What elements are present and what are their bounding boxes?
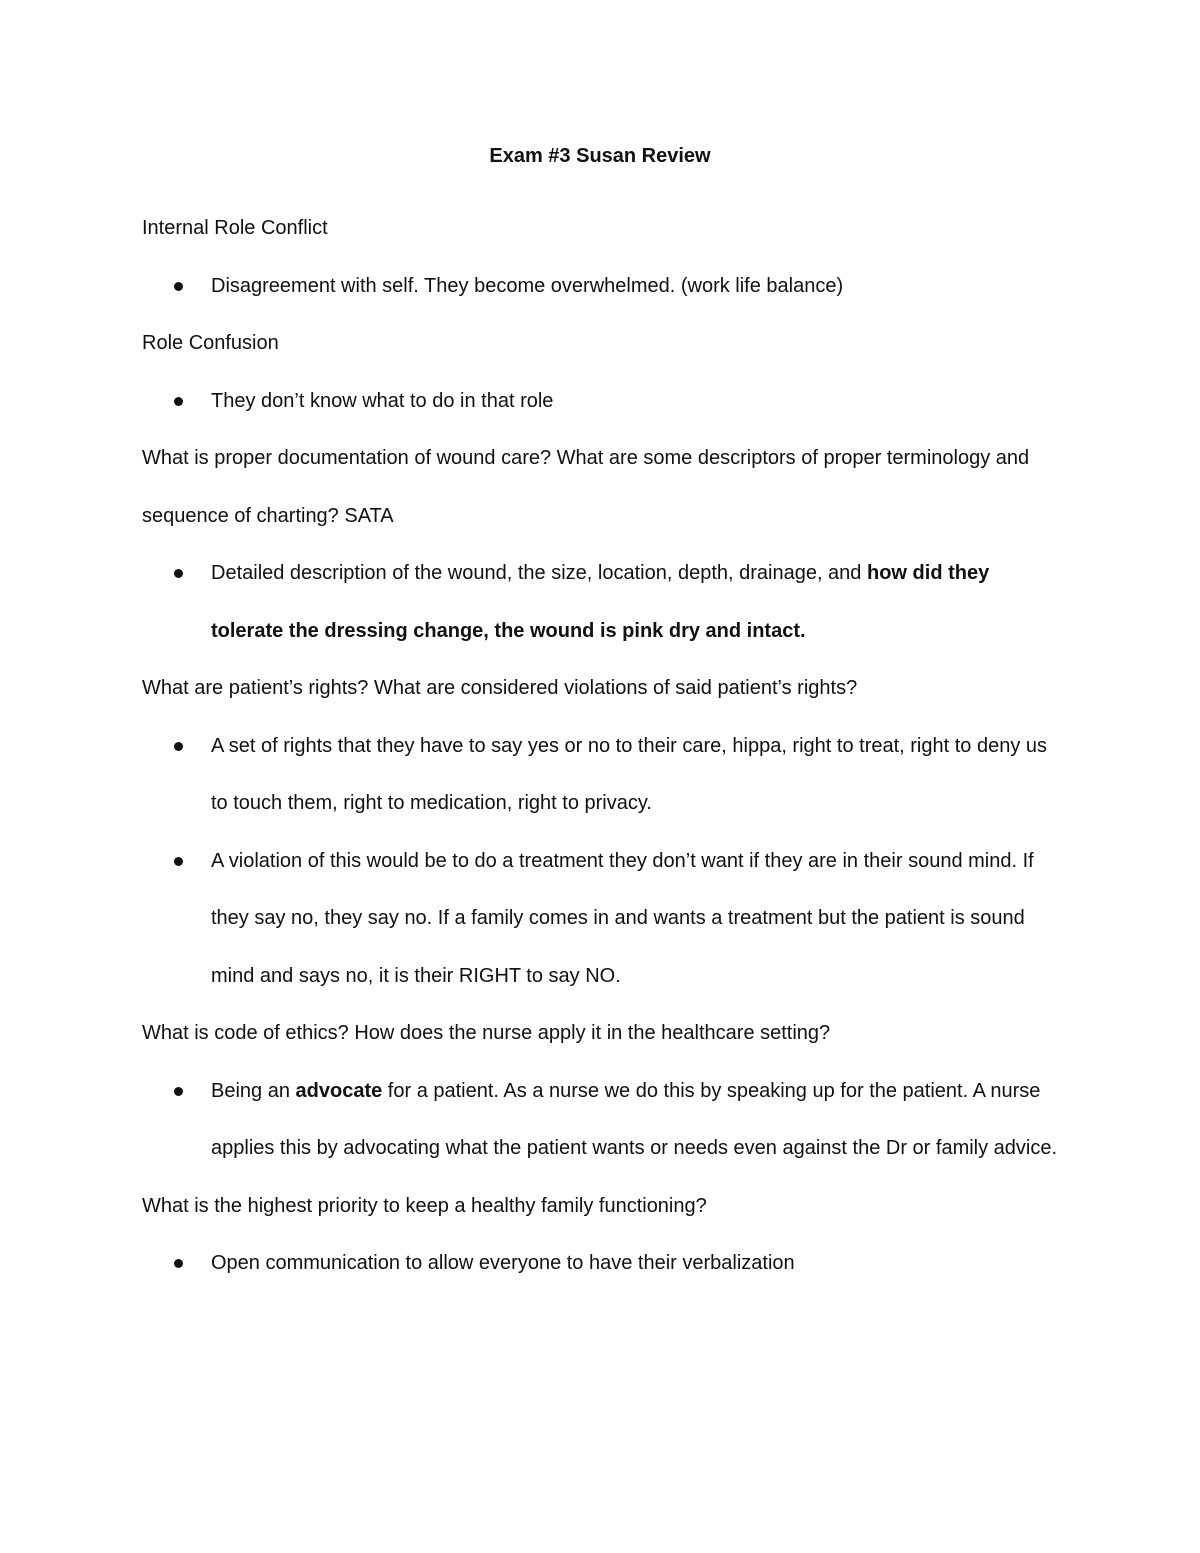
bullet-icon <box>174 282 183 291</box>
bullet-icon <box>174 742 183 751</box>
list-item <box>142 258 1062 316</box>
list-item-bold-text: advocate <box>295 1079 383 1102</box>
section-heading-role-confusion: Role Confusion <box>142 332 279 354</box>
list-item-text: Open communication to allow everyone to have their verbalization <box>211 1252 795 1274</box>
bullet-icon <box>174 857 183 866</box>
document-title: Exam #3 Susan Review <box>489 145 711 167</box>
section-heading-internal-role-conflict: Internal Role Conflict <box>142 217 328 239</box>
bullet-icon <box>174 569 183 578</box>
bullet-list-role-confusion <box>142 373 1062 431</box>
list-item <box>142 545 1062 660</box>
list-item-bold-text: how did they tolerate the dressing change, the wound is pink dry and intact. <box>211 562 990 642</box>
list-item <box>142 1063 1062 1178</box>
list-item <box>142 373 1062 431</box>
bullet-list-patient-rights <box>142 718 1062 1006</box>
bullet-icon <box>174 1259 183 1268</box>
list-item-text: Being an <box>211 1079 296 1102</box>
bullet-icon <box>174 397 183 406</box>
bullet-list-code-of-ethics <box>142 1063 1062 1178</box>
bullet-list-family-functioning <box>142 1235 1062 1293</box>
list-item-text: Disagreement with self. They become overwhelmed. (work life balance) <box>211 274 844 297</box>
bullet-list-wound-care <box>142 545 1062 660</box>
list-item <box>142 833 1062 1006</box>
list-item-text: A set of rights that they have to say yes or no to their care, hippa, right to treat, right to deny us to touch them, right to medication, right to privacy. <box>211 734 1048 814</box>
section-heading-family-functioning: What is the highest priority to keep a healthy family functioning? <box>142 1194 707 1217</box>
list-item-text: for a patient. As a nurse we do this by speaking up for the patient. A nurse applies this by advocating what the patient wants or needs even against the Dr or family advice. <box>211 1079 1058 1159</box>
bullet-icon <box>174 1087 183 1096</box>
bullet-list-internal-role-conflict <box>142 258 1062 316</box>
list-item <box>142 1235 1062 1293</box>
list-item-text: A violation of this would be to do a treatment they don’t want if they are in their sound mind. If they say no, they say no. If a family comes in and wants a treatment but the patient is sound mind and says no, it is their RIGHT to say NO. <box>211 849 1034 987</box>
list-item-text: They don’t know what to do in that role <box>211 389 554 412</box>
section-heading-patient-rights: What are patient’s rights? What are considered violations of said patient’s rights? <box>142 677 858 699</box>
list-item <box>142 718 1062 833</box>
document-body <box>142 200 1062 1293</box>
section-heading-code-of-ethics: What is code of ethics? How does the nurse apply it in the healthcare setting? <box>142 1022 831 1044</box>
section-heading-wound-care: What is proper documentation of wound care? What are some descriptors of proper terminology and sequence of charting? SATA <box>142 447 1030 527</box>
list-item-text: Detailed description of the wound, the size, location, depth, drainage, and <box>211 562 867 584</box>
